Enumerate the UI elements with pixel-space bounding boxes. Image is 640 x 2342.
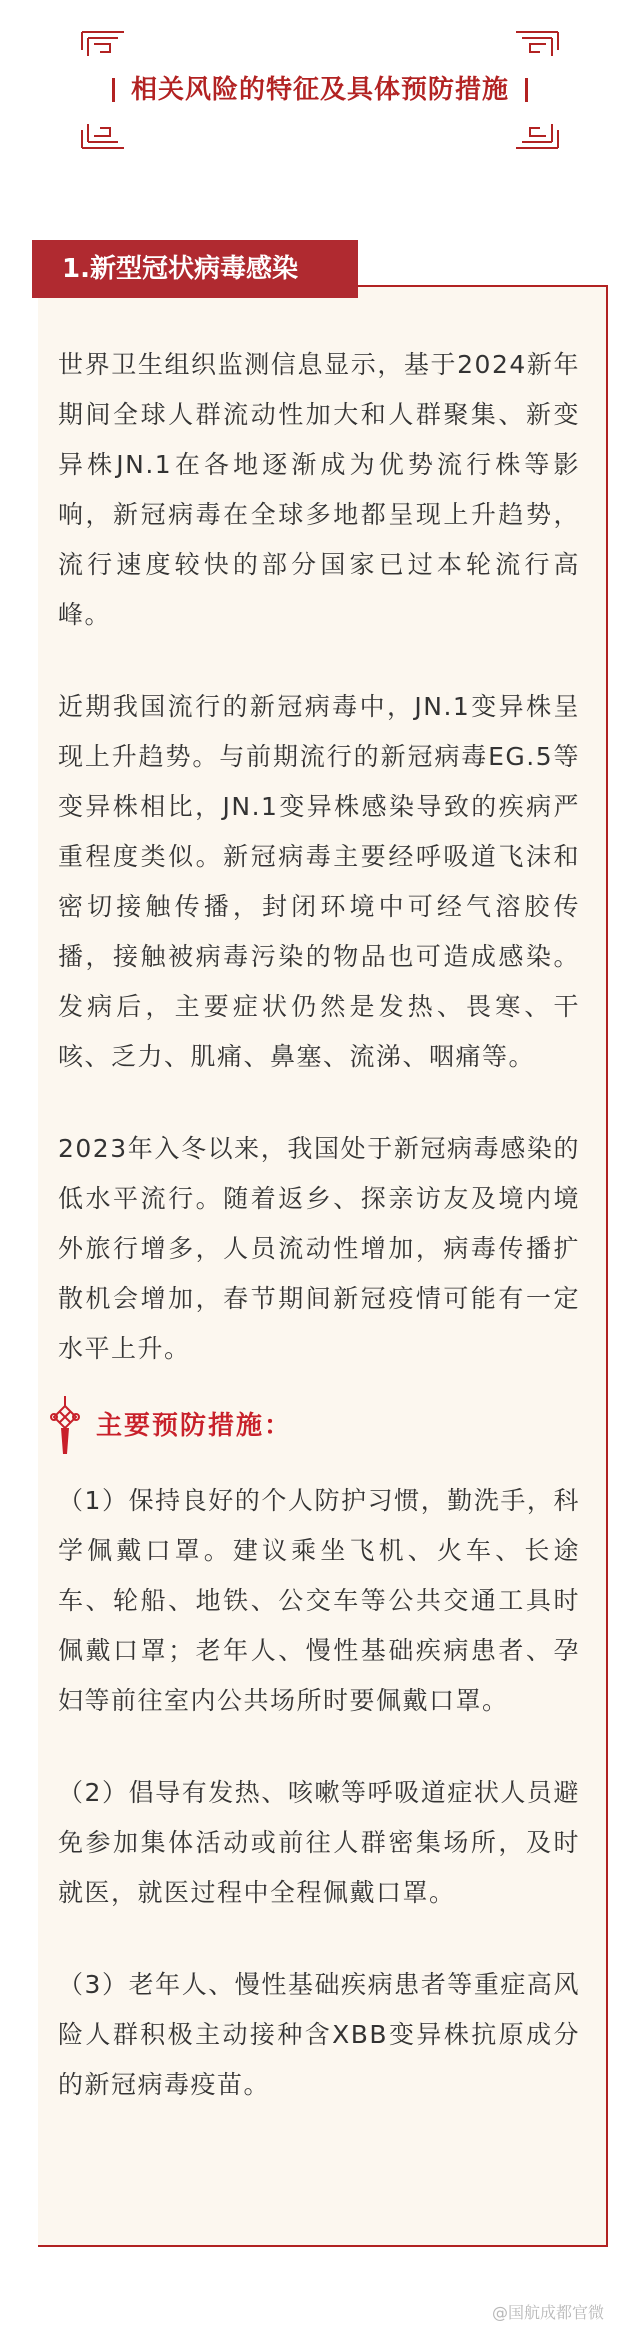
chinese-knot-icon xyxy=(48,1396,82,1456)
section-title: 1.新型冠状病毒感染 xyxy=(32,240,358,298)
page-title xyxy=(70,70,570,110)
prevention-item: （3）老年人、慢性基础疾病患者等重症高风险人群积极主动接种含XBB变异株抗原成分的新冠病毒疫苗。 xyxy=(58,1970,580,2099)
prevention-item: （1）保持良好的个人防护习惯，勤洗手，科学佩戴口罩。建议乘坐飞机、火车、长途车、轮船、地铁、公交车等公共交通工具时佩戴口罩；老年人、慢性基础疾病患者、孕妇等前往室内公共场所时要佩戴口罩。 xyxy=(58,1486,580,1715)
title-bar-right xyxy=(525,78,528,102)
prevention-title: 主要预防措施： xyxy=(96,1411,293,1441)
section-content xyxy=(58,340,580,2152)
title-bar-left xyxy=(112,78,115,102)
paragraph: 近期我国流行的新冠病毒中，JN.1变异株呈现上升趋势。与前期流行的新冠病毒EG.5等变异株相比，JN.1变异株感染导致的疾病严重程度类似。新冠病毒主要经呼吸道飞沫和密切接触传播，封闭环境中可经气溶胶传播，接触被病毒污染的物品也可造成感染。发病后，主要症状仍然是发热、畏寒、干咳、乏力、肌痛、鼻塞、流涕、咽痛等。 xyxy=(58,692,580,1071)
corner-ornament-icon xyxy=(80,112,126,150)
corner-ornament-icon xyxy=(80,30,126,68)
paragraph: 2023年入冬以来，我国处于新冠病毒感染的低水平流行。随着返乡、探亲访友及境内境外旅行增多，人员流动性增加，病毒传播扩散机会增加，春节期间新冠疫情可能有一定水平上升。 xyxy=(58,1134,580,1363)
corner-ornament-icon xyxy=(514,30,560,68)
header-banner xyxy=(70,30,570,150)
prevention-item: （2）倡导有发热、咳嗽等呼吸道症状人员避免参加集体活动或前往人群密集场所，及时就医，就医过程中全程佩戴口罩。 xyxy=(58,1778,580,1907)
panel-border-right xyxy=(606,285,608,2247)
page-title-text: 相关风险的特征及具体预防措施 xyxy=(130,75,509,105)
prevention-heading xyxy=(48,1396,580,1456)
paragraph: 世界卫生组织监测信息显示，基于2024新年期间全球人群流动性加大和人群聚集、新变异株JN.1在各地逐渐成为优势流行株等影响，新冠病毒在全球多地都呈现上升趋势，流行速度较快的部分国家已过本轮流行高峰。 xyxy=(58,350,580,629)
panel-border-bottom xyxy=(38,2245,608,2247)
watermark: @国航成都官微 xyxy=(491,2303,604,2322)
panel-border-top xyxy=(350,285,608,287)
corner-ornament-icon xyxy=(514,112,560,150)
